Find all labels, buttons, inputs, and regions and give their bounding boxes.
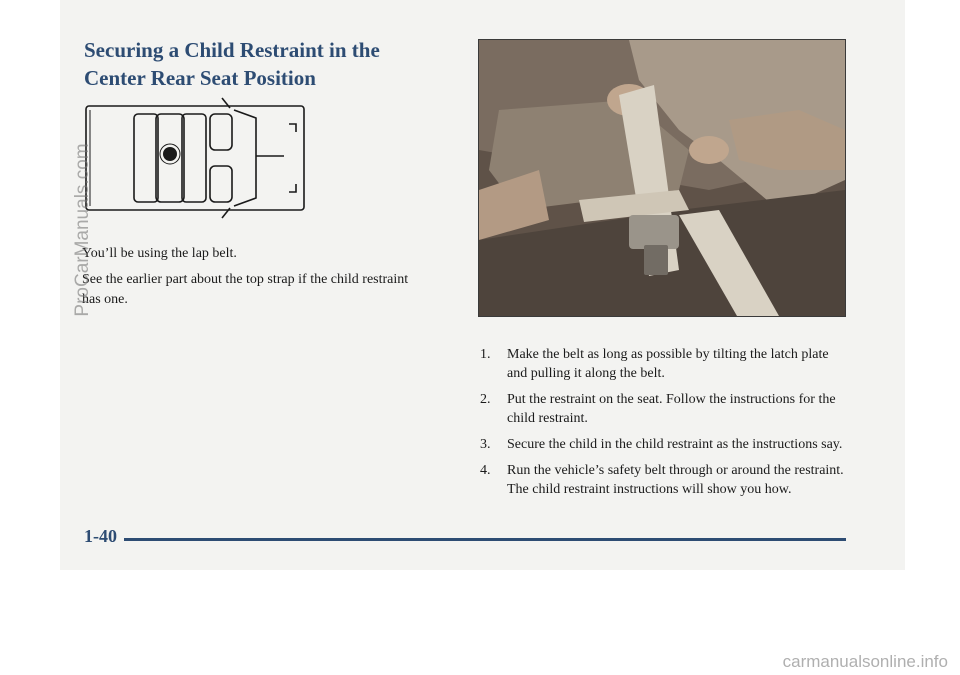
step-number: 4. <box>480 463 491 478</box>
instruction-step <box>478 435 848 454</box>
front-seat-left <box>210 114 232 150</box>
step-text: Secure the child in the child restraint as the instructions say. <box>507 437 843 452</box>
step-number: 3. <box>480 437 491 452</box>
step-text: Make the belt as long as possible by tilting the latch plate and pulling it along the belt. <box>507 347 829 381</box>
step-text: Run the vehicle’s safety belt through or around the restraint. The child restraint instructions will show you how. <box>507 463 844 497</box>
instruction-step <box>478 345 848 383</box>
front-seat-right <box>210 166 232 202</box>
bottom-watermark: carmanualsonline.info <box>782 652 948 671</box>
instruction-step <box>478 461 848 499</box>
lap-belt-photo <box>478 39 846 317</box>
instruction-step <box>478 390 848 428</box>
page-number: 1-40 <box>84 526 117 546</box>
lap-belt-note: You’ll be using the lap belt. <box>82 246 237 261</box>
section-heading: Securing a Child Restraint in the Center Rear Seat Position <box>84 38 380 90</box>
step-number: 2. <box>480 392 491 407</box>
step-text: Put the restraint on the seat. Follow the instructions for the child restraint. <box>507 392 836 426</box>
side-watermark: ProCarManuals.com <box>72 143 93 317</box>
rear-seat-right <box>182 114 206 202</box>
top-strap-note: See the earlier part about the top strap if the child restraint has one. <box>82 272 409 307</box>
car-seat-position-diagram <box>84 96 316 220</box>
rear-seat-left <box>134 114 158 202</box>
car-body-outline <box>86 106 304 210</box>
instruction-steps <box>478 345 848 506</box>
step-number: 1. <box>480 347 491 362</box>
footer-rule <box>124 538 846 541</box>
center-seat-marker-icon <box>163 147 177 161</box>
